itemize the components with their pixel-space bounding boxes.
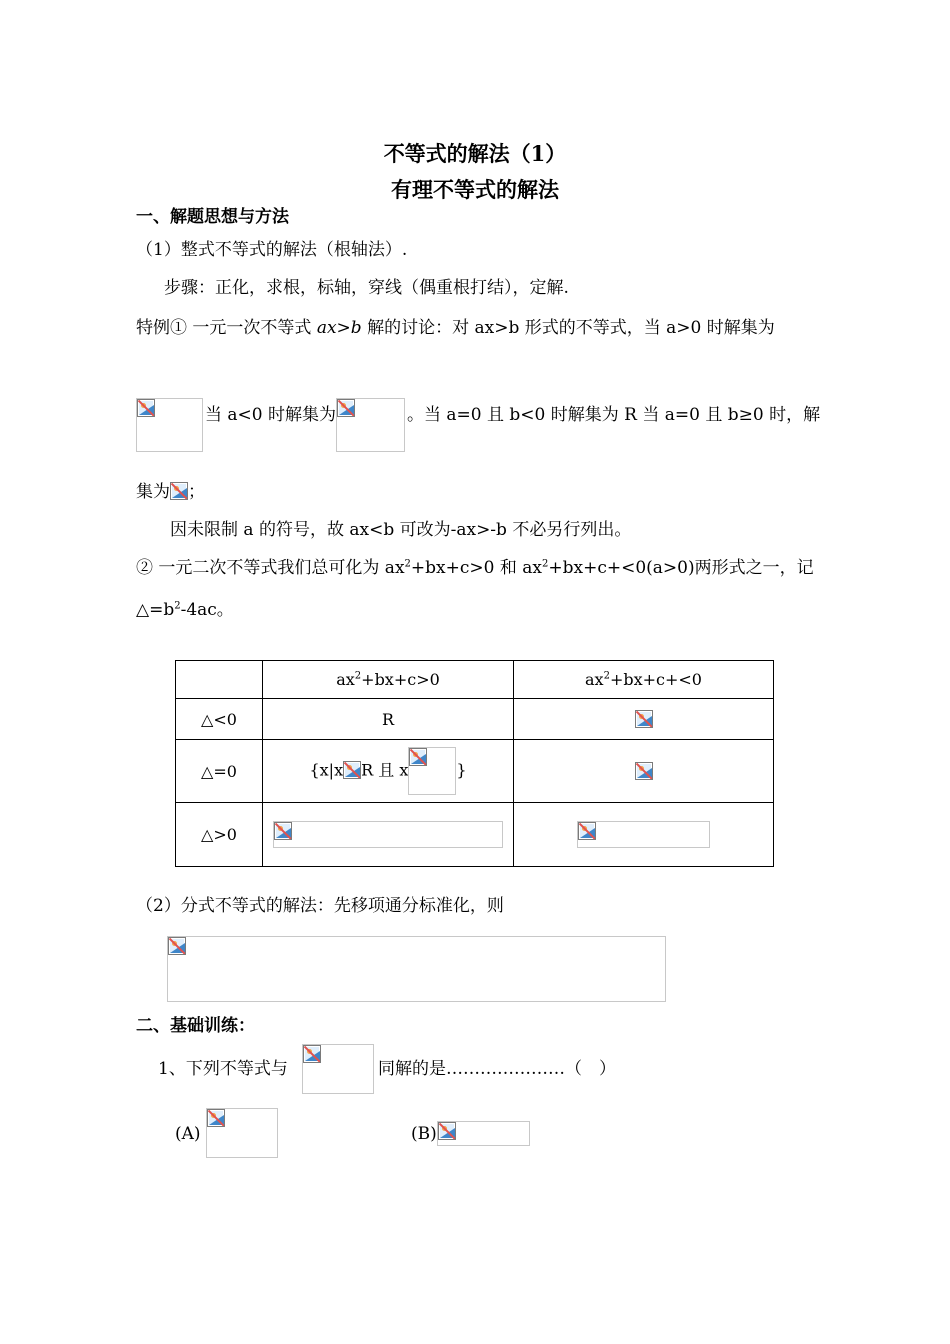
steps-text: 步骤：正化，求根，标轴，穿线（偶重根打结），定解.: [164, 278, 569, 298]
formula-image: [577, 821, 710, 848]
table-cell: [263, 803, 514, 867]
formula-image: [437, 1121, 530, 1146]
table-row-label: △<0: [176, 699, 263, 740]
broken-image-icon: [635, 762, 653, 780]
section-heading-2: 二、基础训练：: [136, 1016, 255, 1036]
formula-image: [206, 1108, 278, 1158]
formula-image: [408, 747, 456, 795]
broken-image-icon: [168, 937, 186, 955]
section-heading-1: 一、解题思想与方法: [136, 207, 289, 227]
broken-image-icon: [438, 1122, 456, 1140]
page-title: 不等式的解法（1）: [383, 141, 567, 166]
option-a-label: (A): [175, 1124, 201, 1144]
table-header-cell: $ax^2+bx+c>0$: [263, 661, 514, 699]
broken-image-icon: [137, 399, 155, 417]
formula-image: [302, 1044, 374, 1094]
broken-image-icon: [170, 482, 188, 500]
broken-image-icon: [274, 822, 292, 840]
broken-image-icon: [578, 822, 596, 840]
question-1-a: 1、下列不等式与: [158, 1059, 288, 1079]
table-row-label: △>0: [176, 803, 263, 867]
solution-table: [175, 660, 774, 867]
case1-line2-b: 。当 a=0 且 b<0 时解集为 R 当 a=0 且 b≥0 时，解: [407, 405, 821, 425]
formula-image: [336, 398, 405, 452]
case1-line3: 集为 ；: [136, 482, 205, 502]
item-2-text: （2）分式不等式的解法：先移项通分标准化，则: [136, 896, 504, 916]
table-cell: {x|x R 且 x }: [263, 740, 514, 803]
formula-image: [273, 821, 503, 848]
broken-image-icon: [343, 761, 361, 779]
note-text: 因未限制 a 的符号，故 ax<b 可改为-ax>-b 不必另行列出。: [170, 520, 632, 540]
table-cell: [514, 803, 774, 867]
formula-image: [167, 936, 666, 1002]
table-cell: R: [263, 699, 514, 740]
broken-image-icon: [303, 1045, 321, 1063]
case1-line2-a: 当 a<0 时解集为: [205, 405, 337, 425]
table-row-label: △=0: [176, 740, 263, 803]
question-1-b: 同解的是…………………（ ）: [378, 1059, 616, 1079]
case1-line1: 特例① 一元一次不等式 ax>b 解的讨论：对 ax>b 形式的不等式，当 a>0 时解集为: [136, 318, 775, 338]
page-subtitle: 有理不等式的解法: [391, 177, 559, 202]
formula-image: [136, 398, 203, 452]
table-header-cell: $ax^2+bx+c+<0$: [514, 661, 774, 699]
broken-image-icon: [337, 399, 355, 417]
broken-image-icon: [635, 710, 653, 728]
table-cell: [514, 699, 774, 740]
item-1-text: （1）整式不等式的解法（根轴法）.: [136, 240, 408, 260]
broken-image-icon: [207, 1109, 225, 1127]
option-b-label: (B): [411, 1124, 437, 1144]
table-cell: [514, 740, 774, 803]
case2-line2: $\triangle=b^2-4ac$。: [136, 600, 234, 620]
broken-image-icon: [409, 748, 427, 766]
table-corner-cell: [176, 661, 263, 699]
case2-line1: ② 一元二次不等式我们总可化为 $ax^2+bx+c>0$ 和 $ax^2+bx+c+<0(a>0)$两形式之一，记: [136, 558, 814, 578]
